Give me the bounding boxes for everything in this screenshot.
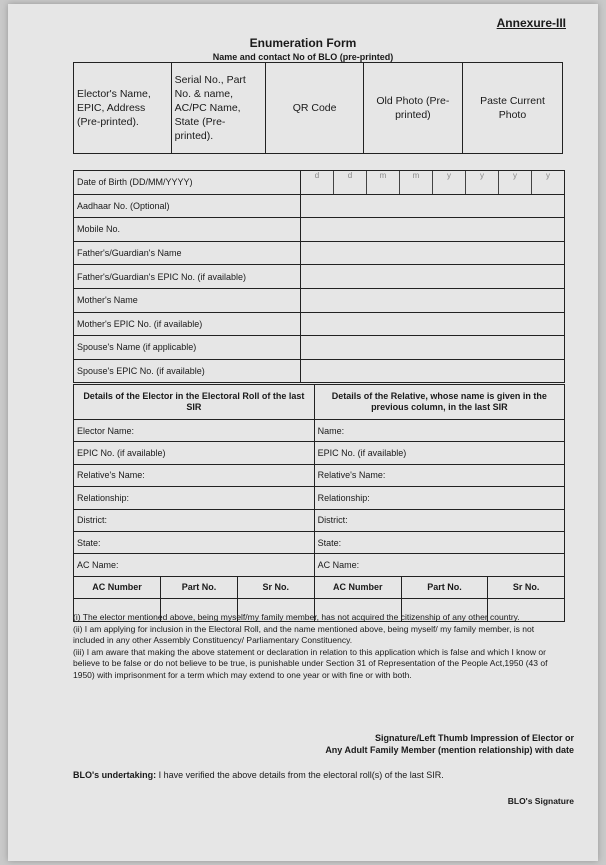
blo-undertaking bbox=[73, 770, 444, 780]
table-row bbox=[74, 241, 565, 265]
serial-info-cell: Serial No., Part No. & name, AC/PC Name, State (Pre-printed). bbox=[171, 63, 266, 154]
elector-relationship-field[interactable]: Relationship: bbox=[74, 487, 315, 509]
elector-relative-name-field[interactable]: Relative's Name: bbox=[74, 464, 315, 486]
elector-part-no-head: Part No. bbox=[161, 576, 238, 598]
form-subtitle: Name and contact No of BLO (pre-printed) bbox=[212, 52, 394, 62]
dob-digit-cell[interactable]: y bbox=[465, 171, 498, 194]
relative-relationship-field[interactable]: Relationship: bbox=[314, 487, 564, 509]
elector-roll-heading: Details of the Elector in the Electoral Roll of the last SIR bbox=[74, 385, 315, 420]
blo-signature: BLO's Signature bbox=[507, 796, 574, 806]
table-row bbox=[74, 420, 565, 442]
spouse-name-input[interactable] bbox=[301, 336, 565, 360]
mobile-input[interactable] bbox=[301, 218, 565, 242]
elector-signature-block bbox=[325, 732, 574, 756]
qr-code-cell: QR Code bbox=[266, 63, 363, 154]
father-epic-label: Father's/Guardian's EPIC No. (if available) bbox=[74, 265, 301, 289]
elector-state-field[interactable]: State: bbox=[74, 531, 315, 553]
dob-label: Date of Birth (DD/MM/YYYY) bbox=[74, 171, 301, 195]
form-title: Enumeration Form bbox=[249, 36, 357, 50]
old-photo-cell: Old Photo (Pre-printed) bbox=[363, 63, 462, 154]
table-row bbox=[74, 554, 565, 576]
aadhaar-input[interactable] bbox=[301, 194, 565, 218]
declaration-3: (iii) I am aware that making the above statement or declaration in relation to this application which is false and which I know or believe to be false or do not believe to be true, is punishable under Section 31 of Representation of the People Act,1950 (43 of 1950) with imprisonment for a term which may extend to one year or with fine or with both. bbox=[73, 646, 548, 680]
declarations bbox=[73, 612, 567, 681]
elector-name-field[interactable]: Elector Name: bbox=[74, 420, 315, 442]
table-row bbox=[74, 288, 565, 312]
relative-state-field[interactable]: State: bbox=[314, 531, 564, 553]
annexure-label: Annexure-III bbox=[496, 16, 566, 30]
table-row bbox=[74, 442, 565, 464]
signature-line-1: Signature/Left Thumb Impression of Elector or bbox=[374, 733, 574, 743]
mobile-label: Mobile No. bbox=[74, 218, 301, 242]
relative-part-no-head: Part No. bbox=[401, 576, 487, 598]
dob-digit-cell[interactable]: m bbox=[399, 171, 432, 194]
spouse-epic-input[interactable] bbox=[301, 359, 565, 383]
table-row bbox=[74, 487, 565, 509]
personal-details-table bbox=[73, 170, 565, 383]
aadhaar-label: Aadhaar No. (Optional) bbox=[74, 194, 301, 218]
relative-district-field[interactable]: District: bbox=[314, 509, 564, 531]
dob-digit-cell[interactable]: y bbox=[498, 171, 531, 194]
dob-input[interactable] bbox=[301, 171, 565, 195]
table-row bbox=[74, 576, 565, 598]
relative-relative-name-field[interactable]: Relative's Name: bbox=[314, 464, 564, 486]
declaration-1: (i) The elector mentioned above, being myself/my family member, has not acquired the citizenship of any other country. bbox=[73, 612, 520, 622]
undertaking-label: BLO's undertaking: bbox=[73, 770, 157, 780]
mother-name-label: Mother's Name bbox=[74, 288, 301, 312]
relative-heading: Details of the Relative, whose name is given in the previous column, in the last SIR bbox=[314, 385, 564, 420]
dob-digit-cell[interactable]: d bbox=[333, 171, 366, 194]
signature-line-2: Any Adult Family Member (mention relationship) with date bbox=[325, 745, 574, 755]
dob-digit-cell[interactable]: d bbox=[314, 171, 320, 180]
table-row bbox=[74, 265, 565, 289]
undertaking-text: I have verified the above details from the electoral roll(s) of the last SIR. bbox=[156, 770, 444, 780]
table-row bbox=[74, 312, 565, 336]
declaration-2: (ii) I am applying for inclusion in the Electoral Roll, and the name mentioned above, being myself/ my family member, is not included in any other Assembly Constituency/ Parliamentary Constituency. bbox=[73, 623, 535, 645]
relative-epic-field[interactable]: EPIC No. (if available) bbox=[314, 442, 564, 464]
table-row bbox=[74, 359, 565, 383]
spouse-name-label: Spouse's Name (if applicable) bbox=[74, 336, 301, 360]
dob-digit-cell[interactable]: m bbox=[366, 171, 399, 194]
relative-name-field[interactable]: Name: bbox=[314, 420, 564, 442]
elector-epic-field[interactable]: EPIC No. (if available) bbox=[74, 442, 315, 464]
father-epic-input[interactable] bbox=[301, 265, 565, 289]
mother-name-input[interactable] bbox=[301, 288, 565, 312]
table-row bbox=[74, 194, 565, 218]
pre-printed-info-box bbox=[73, 62, 563, 154]
table-row bbox=[74, 464, 565, 486]
dob-digit-cell[interactable]: y bbox=[432, 171, 465, 194]
paste-photo-cell[interactable]: Paste Current Photo bbox=[462, 63, 562, 154]
table-row bbox=[74, 509, 565, 531]
table-row bbox=[74, 336, 565, 360]
table-row bbox=[74, 531, 565, 553]
relative-ac-number-head: AC Number bbox=[314, 576, 401, 598]
elector-sr-no-head: Sr No. bbox=[237, 576, 314, 598]
elector-district-field[interactable]: District: bbox=[74, 509, 315, 531]
relative-ac-name-field[interactable]: AC Name: bbox=[314, 554, 564, 576]
table-row bbox=[74, 218, 565, 242]
relative-sr-no-head: Sr No. bbox=[488, 576, 565, 598]
father-name-input[interactable] bbox=[301, 241, 565, 265]
mother-epic-input[interactable] bbox=[301, 312, 565, 336]
elector-ac-name-field[interactable]: AC Name: bbox=[74, 554, 315, 576]
last-sir-details-table bbox=[73, 384, 565, 622]
spouse-epic-label: Spouse's EPIC No. (if available) bbox=[74, 359, 301, 383]
table-row bbox=[74, 171, 565, 195]
elector-ac-number-head: AC Number bbox=[74, 576, 161, 598]
father-name-label: Father's/Guardian's Name bbox=[74, 241, 301, 265]
mother-epic-label: Mother's EPIC No. (if available) bbox=[74, 312, 301, 336]
dob-digit-cell[interactable]: y bbox=[531, 171, 564, 194]
elector-info-cell: Elector's Name, EPIC, Address (Pre-printed). bbox=[74, 63, 172, 154]
table-row bbox=[74, 385, 565, 420]
